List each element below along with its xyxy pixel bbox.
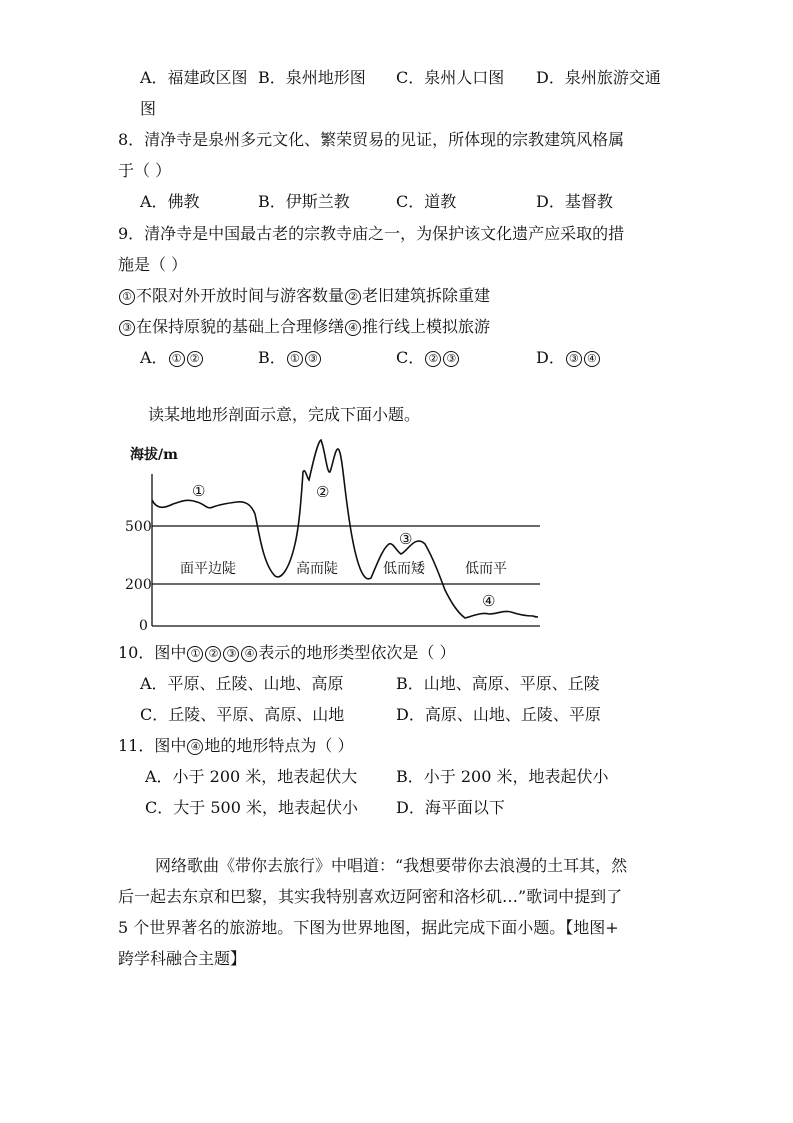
q9-statement-3-number: ③ xyxy=(119,320,135,336)
q11-stem xyxy=(118,736,353,756)
q9-option-b-num1: ① xyxy=(287,351,303,367)
song-passage-line1: 网络歌曲《带你去旅行》中唱道：“我想要带你去浪漫的土耳其，然 xyxy=(155,856,628,875)
q11-stem-pre: 11．图中 xyxy=(118,736,187,755)
q7-option-c: C．泉州人口图 xyxy=(396,68,505,87)
q9-statement-2-number: ② xyxy=(345,289,361,305)
q10-option-a: A．平原、丘陵、山地、高原 xyxy=(140,674,344,693)
q10-stem-post: 表示的地形类型依次是（ ） xyxy=(258,643,456,662)
label-flat-top-steep-sides: 面平边陡 xyxy=(180,561,236,577)
song-passage-line3: 5 个世界著名的旅游地。下图为世界地图，据此完成下面小题。【地图+ xyxy=(118,918,619,937)
q9-option-d-letter: D． xyxy=(536,348,565,367)
q8-stem-line2: 于（ ） xyxy=(118,161,172,180)
q9-option-c-num2: ③ xyxy=(443,351,459,367)
q9-option-c-letter: C． xyxy=(396,348,425,367)
q9-statement-4-number: ④ xyxy=(345,320,361,336)
q9-stem-line1: 9．清净寺是中国最古老的宗教寺庙之一，为保护该文化遗产应采取的措 xyxy=(118,224,625,243)
q8-stem-line1: 8．清净寺是泉州多元文化、繁荣贸易的见证，所体现的宗教建筑风格属 xyxy=(118,130,625,149)
label-high-and-steep: 高而陡 xyxy=(296,561,338,577)
marker-1: ① xyxy=(192,482,206,500)
q9-option-c-num1: ② xyxy=(425,351,441,367)
q9-statement-3: 在保持原貌的基础上合理修缮 xyxy=(136,317,345,336)
marker-3: ③ xyxy=(399,530,413,548)
q10-option-c: C．丘陵、平原、高原、山地 xyxy=(140,705,345,724)
q9-statement-4: 推行线上模拟旅游 xyxy=(362,317,491,336)
q9-option-d-num1: ③ xyxy=(566,351,582,367)
q9-statement-1: 不限对外开放时间与游客数量 xyxy=(136,286,345,305)
tick-label-500: 500 xyxy=(125,519,152,535)
figure-ylabel: 海拔/m xyxy=(130,447,178,463)
q11-option-c: C．大于 500 米，地表起伏小 xyxy=(145,798,358,817)
q9-option-b-letter: B． xyxy=(258,348,286,367)
q9-statement-2: 老旧建筑拆除重建 xyxy=(362,286,491,305)
q10-stem-pre: 10．图中 xyxy=(118,643,187,662)
marker-4: ④ xyxy=(482,592,496,610)
q10-num-3: ③ xyxy=(223,646,239,662)
q10-option-d: D．高原、山地、丘陵、平原 xyxy=(396,705,601,724)
label-low-and-short: 低而矮 xyxy=(383,561,425,577)
q9-stem-line2: 施是（ ） xyxy=(118,255,188,274)
q9-statement-1-number: ① xyxy=(119,289,135,305)
q9-option-d xyxy=(536,348,601,368)
q11-stem-post: 地的地形特点为（ ） xyxy=(204,736,354,755)
q9-option-a-num1: ① xyxy=(169,351,185,367)
q11-option-a: A．小于 200 米，地表起伏大 xyxy=(145,767,358,786)
q9-option-b-num2: ③ xyxy=(305,351,321,367)
q9-statements-line2 xyxy=(118,317,490,337)
q8-option-c: C．道教 xyxy=(396,192,457,211)
q8-option-b: B．伊斯兰教 xyxy=(258,192,350,211)
q7-option-d: D．泉州旅游交通 xyxy=(536,68,661,87)
tick-label-0: 0 xyxy=(139,618,148,632)
terrain-profile-curve xyxy=(152,440,538,618)
song-passage-line2: 后一起去东京和巴黎，其实我特别喜欢迈阿密和洛杉矶…”歌词中提到了 xyxy=(118,887,623,906)
q9-option-a-letter: A． xyxy=(140,348,168,367)
q9-option-a xyxy=(140,348,204,368)
q9-option-d-num2: ④ xyxy=(584,351,600,367)
q10-num-1: ① xyxy=(187,646,203,662)
marker-2: ② xyxy=(316,483,330,501)
q7-option-d-wrap: 图 xyxy=(140,99,157,118)
label-low-and-flat: 低而平 xyxy=(465,561,507,577)
q9-option-a-num2: ② xyxy=(187,351,203,367)
q10-num-4: ④ xyxy=(241,646,257,662)
q11-option-d: D．海平面以下 xyxy=(396,798,505,817)
tick-label-200: 200 xyxy=(125,577,152,593)
q10-stem xyxy=(118,643,455,663)
q11-num-4: ④ xyxy=(187,739,203,755)
q7-option-a: A．福建政区图 xyxy=(140,68,248,87)
profile-intro: 读某地地形剖面示意，完成下面小题。 xyxy=(148,405,421,424)
q8-option-a: A．佛教 xyxy=(140,192,200,211)
q10-option-b: B．山地、高原、平原、丘陵 xyxy=(396,674,600,693)
q7-option-b: B．泉州地形图 xyxy=(258,68,366,87)
q9-statements-line1 xyxy=(118,286,490,306)
q11-option-b: B．小于 200 米，地表起伏小 xyxy=(396,767,609,786)
q9-option-c xyxy=(396,348,460,368)
q9-option-b xyxy=(258,348,322,368)
q8-option-d: D．基督教 xyxy=(536,192,613,211)
q10-num-2: ② xyxy=(205,646,221,662)
terrain-profile-figure xyxy=(125,432,545,632)
song-passage-line4: 跨学科融合主题】 xyxy=(118,949,247,968)
